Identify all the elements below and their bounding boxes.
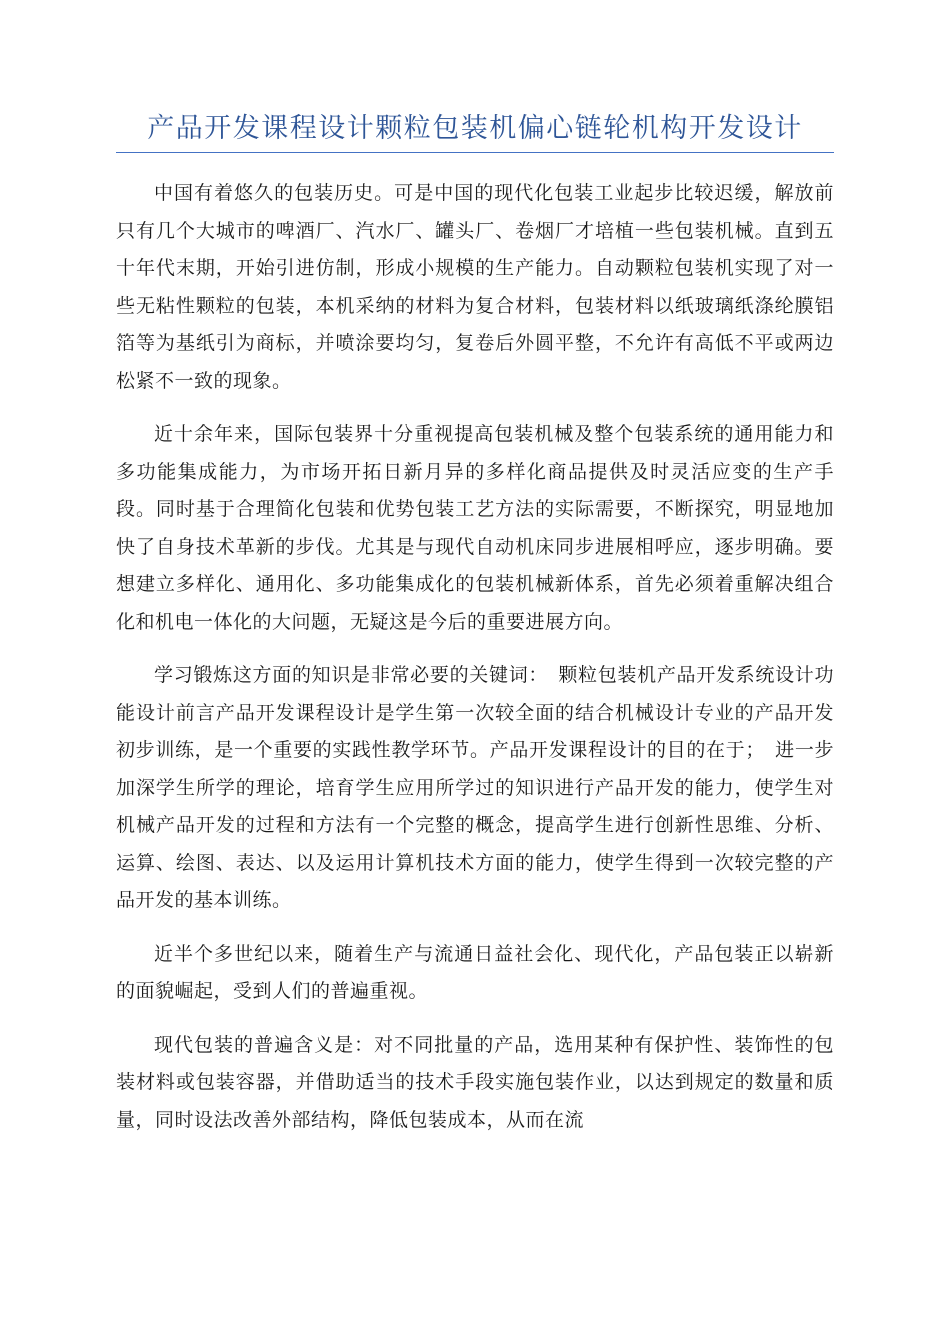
- document-page: [116, 0, 834, 1344]
- paragraph-4: 近半个多世纪以来，随着生产与流通日益社会化、现代化，产品包装正以崭新的面貌崛起，受到人们的普遍重视。: [116, 942, 834, 1002]
- paragraph-3: 学习锻炼这方面的知识是非常必要的关键词： 颗粒包装机产品开发系统设计功能设计前言产品开发课程设计是学生第一次较全面的结合机械设计专业的产品开发初步训练，是一个重要的实践性教学环节。产品开发课程设计的目的在于； 进一步加深学生所学的理论，培育学生应用所学过的知识进行产品开发的能力，使学生对机械产品开发的过程和方法有一个完整的概念，提高学生进行创新性思维、分析、运算、绘图、表达、以及运用计算机技术方面的能力，使学生得到一次较完整的产品开发的基本训练。: [116, 664, 834, 911]
- paragraph-1: 中国有着悠久的包装历史。可是中国的现代化包装工业起步比较迟缓，解放前只有几个大城市的啤酒厂、汽水厂、罐头厂、卷烟厂才培植一些包装机械。直到五十年代末期，开始引进仿制，形成小规模的生产能力。自动颗粒包装机实现了对一些无粘性颗粒的包装，本机采纳的材料为复合材料，包装材料以纸玻璃纸涤纶膜铝箔等为基纸引为商标，并喷涂要均匀，复卷后外圆平整，不允许有高低不平或两边松紧不一致的现象。: [116, 182, 834, 392]
- paragraph-2: 近十余年来，国际包装界十分重视提高包装机械及整个包装系统的通用能力和多功能集成能力，为市场开拓日新月异的多样化商品提供及时灵活应变的生产手段。同时基于合理简化包装和优势包装工艺方法的实际需要，不断探究，明显地加快了自身技术革新的步伐。尤其是与现代自动机床同步进展相呼应，逐步明确。要想建立多样化、通用化、多功能集成化的包装机械新体系，首先必须着重解决组合化和机电一体化的大问题，无疑这是今后的重要进展方向。: [116, 423, 834, 633]
- paragraph-5: 现代包装的普遍含义是：对不同批量的产品，选用某种有保护性、装饰性的包装材料或包装容器，并借助适当的技术手段实施包装作业，以达到规定的数量和质量，同时设法改善外部结构，降低包装成本，从而在流: [116, 1033, 834, 1131]
- document-title: 产品开发课程设计颗粒包装机偏心链轮机构开发设计: [116, 110, 834, 153]
- document-body: [116, 175, 834, 1139]
